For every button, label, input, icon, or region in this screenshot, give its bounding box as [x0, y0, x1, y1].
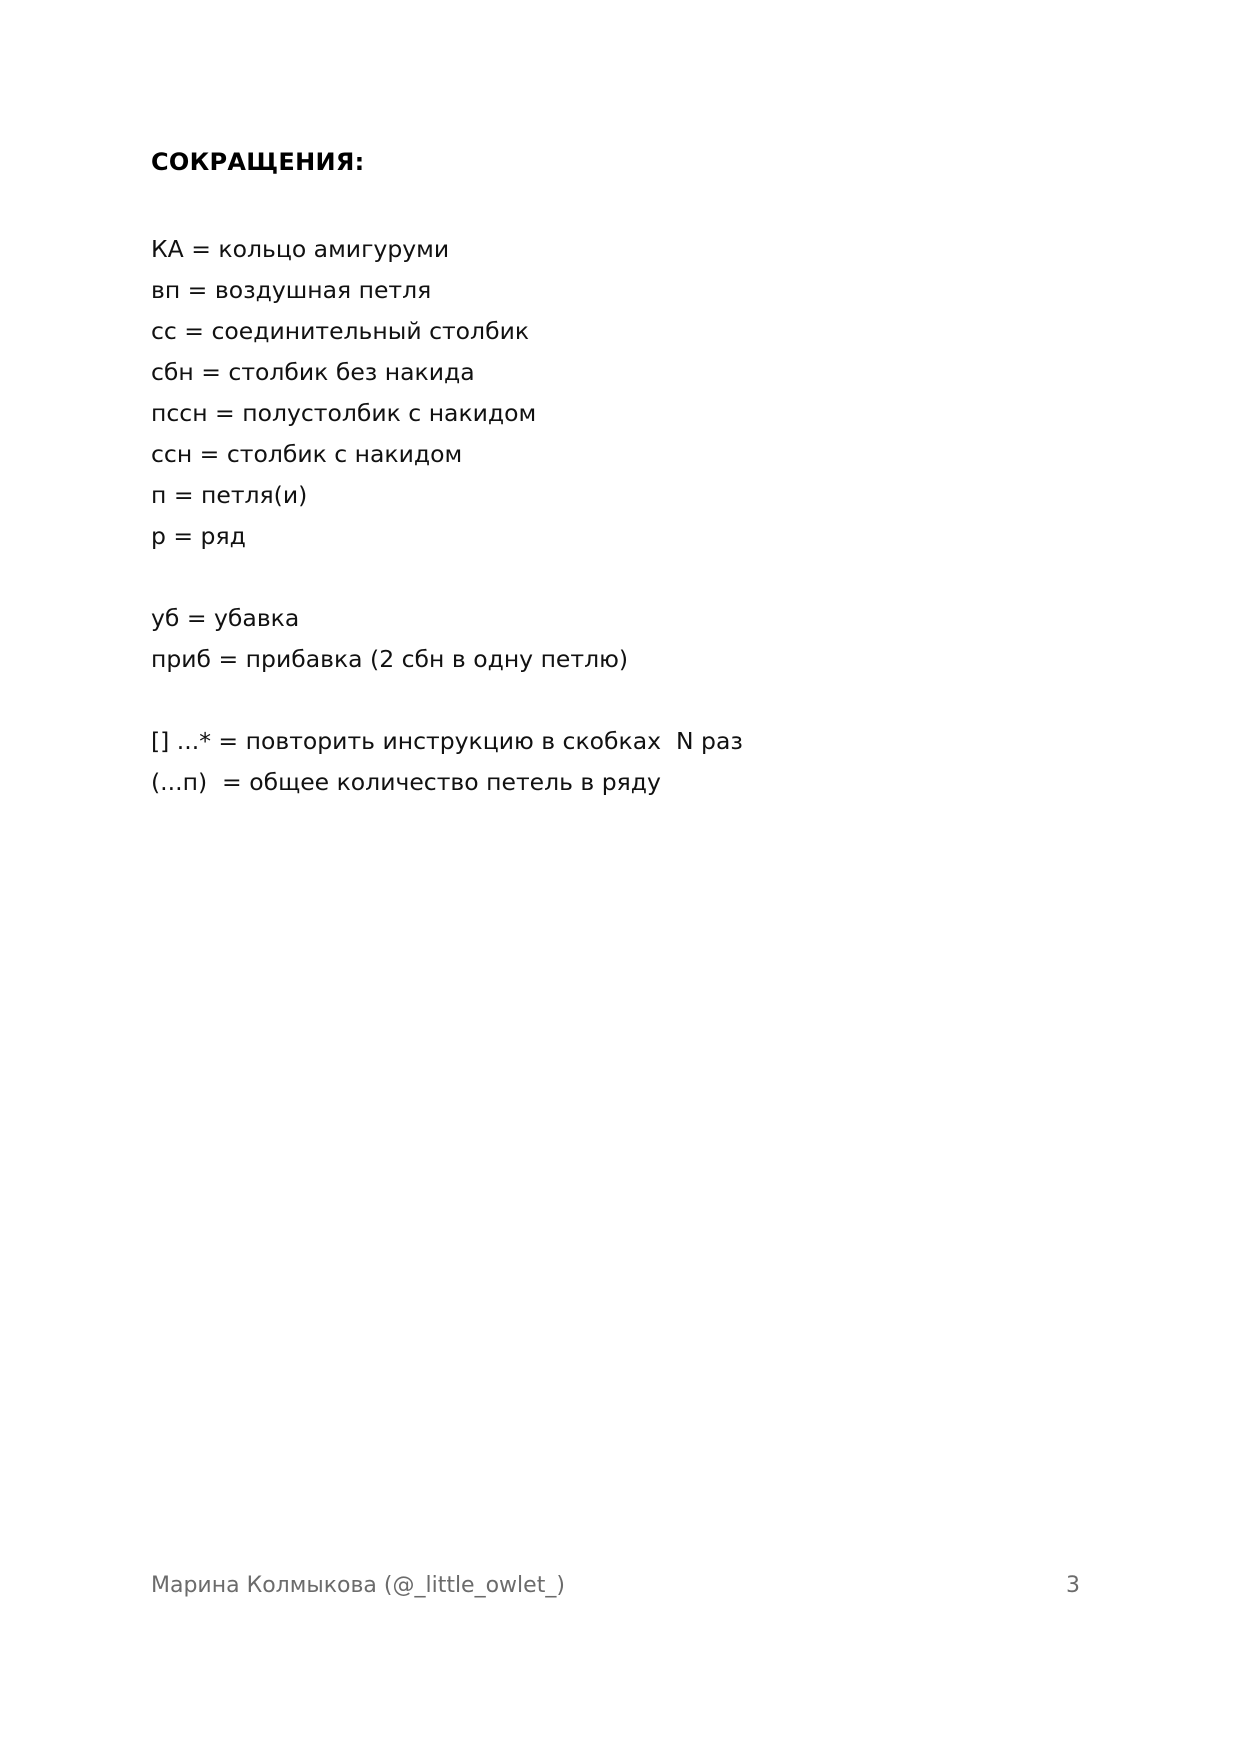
abbreviation-item: сс = соединительный столбик [151, 317, 530, 345]
abbreviation-item: р = ряд [151, 522, 246, 550]
abbreviation-item: ссн = столбик с накидом [151, 440, 463, 468]
abbreviation-item: [] ...* = повторить инструкцию в скобках N раз [151, 727, 743, 755]
footer-author: Марина Колмыкова (@_little_owlet_) [151, 1573, 565, 1598]
abbreviation-item: уб = убавка [151, 604, 300, 632]
abbreviation-item: пссн = полустолбик с накидом [151, 399, 537, 427]
abbreviation-item: сбн = столбик без накида [151, 358, 475, 386]
abbreviation-item: КА = кольцо амигуруми [151, 235, 450, 263]
abbreviation-item: (...п) = общее количество петель в ряду [151, 768, 661, 796]
abbreviation-item: вп = воздушная петля [151, 276, 432, 304]
abbreviation-item: приб = прибавка (2 сбн в одну петлю) [151, 645, 629, 673]
abbreviation-list [151, 229, 743, 803]
page-number: 3 [1066, 1573, 1080, 1598]
page-title: СОКРАЩЕНИЯ: [151, 148, 365, 176]
abbreviation-item: п = петля(и) [151, 481, 308, 509]
